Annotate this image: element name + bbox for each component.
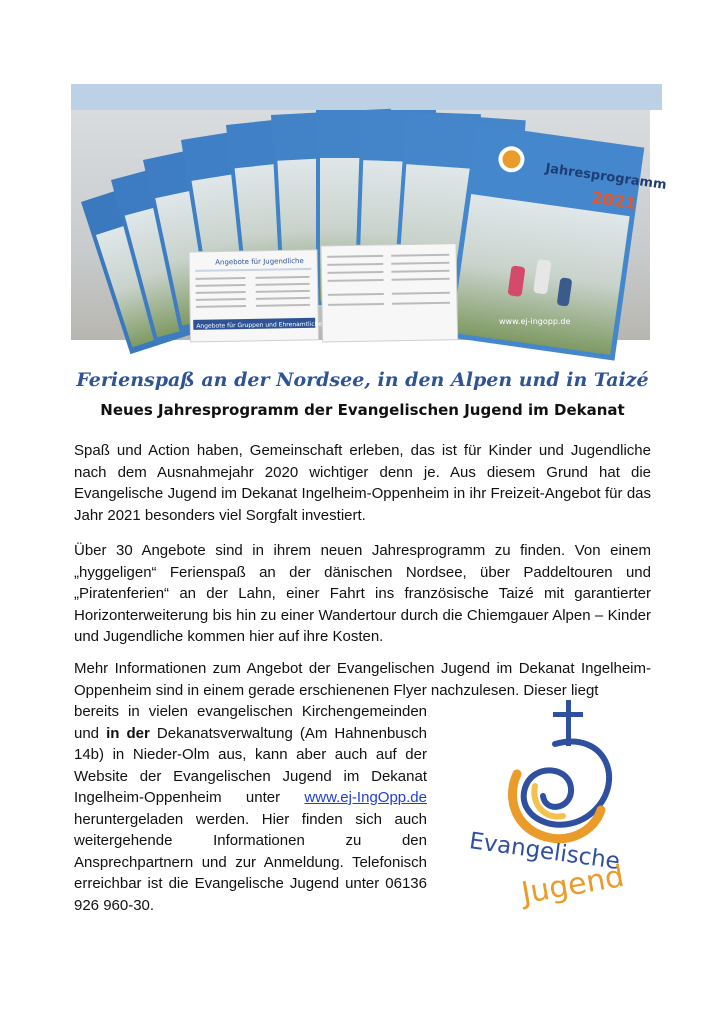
contact-text-c: heruntergeladen werden. Hier finden sich auch weitergehende Informationen zu den Ansprechpartnern und zur Anmeldung. Telefonisch erreichbar ist die Evangelische Jugend unter 06136 926 960-30.	[74, 810, 427, 914]
flyer-right	[321, 244, 458, 342]
header-color-band	[71, 84, 662, 110]
paragraph-more-info: Mehr Informationen zum Angebot der Evangelischen Jugend im Dekanat Ingelheim-Oppenheim sind in einem gerade erschienenen Flyer nachzulesen. Dieser liegt	[74, 660, 651, 699]
flyer-heading: Angebote für Jugendliche	[215, 256, 304, 267]
paragraph-offers: Über 30 Angebote sind in ihrem neuen Jahresprogramm zu finden. Von einem „hyggeligen“ Ferienspaß an der dänischen Nordsee, über Paddeltouren und „Piratenferien“ an der Lahn, einer Fahrt ins französische Taizé mit garantierter Horizonterweiterung bis hin zu einer Wandertour durch die Chiemgauer Alpen – Kinder und Jugendliche kommen hier auf ihre Kosten.	[74, 542, 651, 645]
contact-bold: in der	[106, 724, 150, 742]
paragraph-contact	[74, 701, 427, 916]
logo-line2: Jugend	[518, 858, 627, 912]
brochure-year: 2021	[590, 187, 638, 213]
evangelische-jugend-logo	[455, 700, 655, 910]
paragraph-intro: Spaß und Action haben, Gemeinschaft erleben, das ist für Kinder und Jugendliche nach dem Ausnahmejahr 2020 wichtiger denn je. Aus diesem Grund hat die Evangelische Jugend im Dekanat Ingelheim-Oppenheim in ihr Freizeit-Angebot für das Jahr 2021 besonders viel Sorgfalt investiert.	[74, 442, 651, 524]
article-headline: Ferienspaß an der Nordsee, in den Alpen und in Taizé	[76, 369, 649, 391]
contact-text-a: bereits in vielen evangelischen Kirchengemeinden und	[74, 703, 427, 742]
website-link[interactable]: www.ej-IngOpp.de	[304, 789, 427, 806]
logo-line1: Evangelische	[467, 828, 622, 875]
contact-text-b: Dekanatsverwaltung (Am Hahnenbusch 14b) in Nieder-Olm aus, kann aber auch auf der Website der Evangelischen Jugend im Dekanat Ingelheim-Oppenheim unter	[74, 724, 427, 806]
brochure-title: Jahresprogramm	[544, 161, 668, 194]
article-subtitle: Neues Jahresprogramm der Evangelischen Jugend im Dekanat	[100, 401, 625, 419]
flyer-url: www.ej-ingopp.de	[499, 317, 571, 326]
front-brochure	[446, 124, 671, 364]
flyer-subheading: Angebote für Gruppen und Ehrenamtliche	[196, 320, 323, 330]
flyer-left	[189, 250, 323, 342]
brochures-photo	[71, 110, 668, 340]
swirl-icon	[512, 742, 609, 839]
brochures-illustration	[71, 110, 668, 340]
